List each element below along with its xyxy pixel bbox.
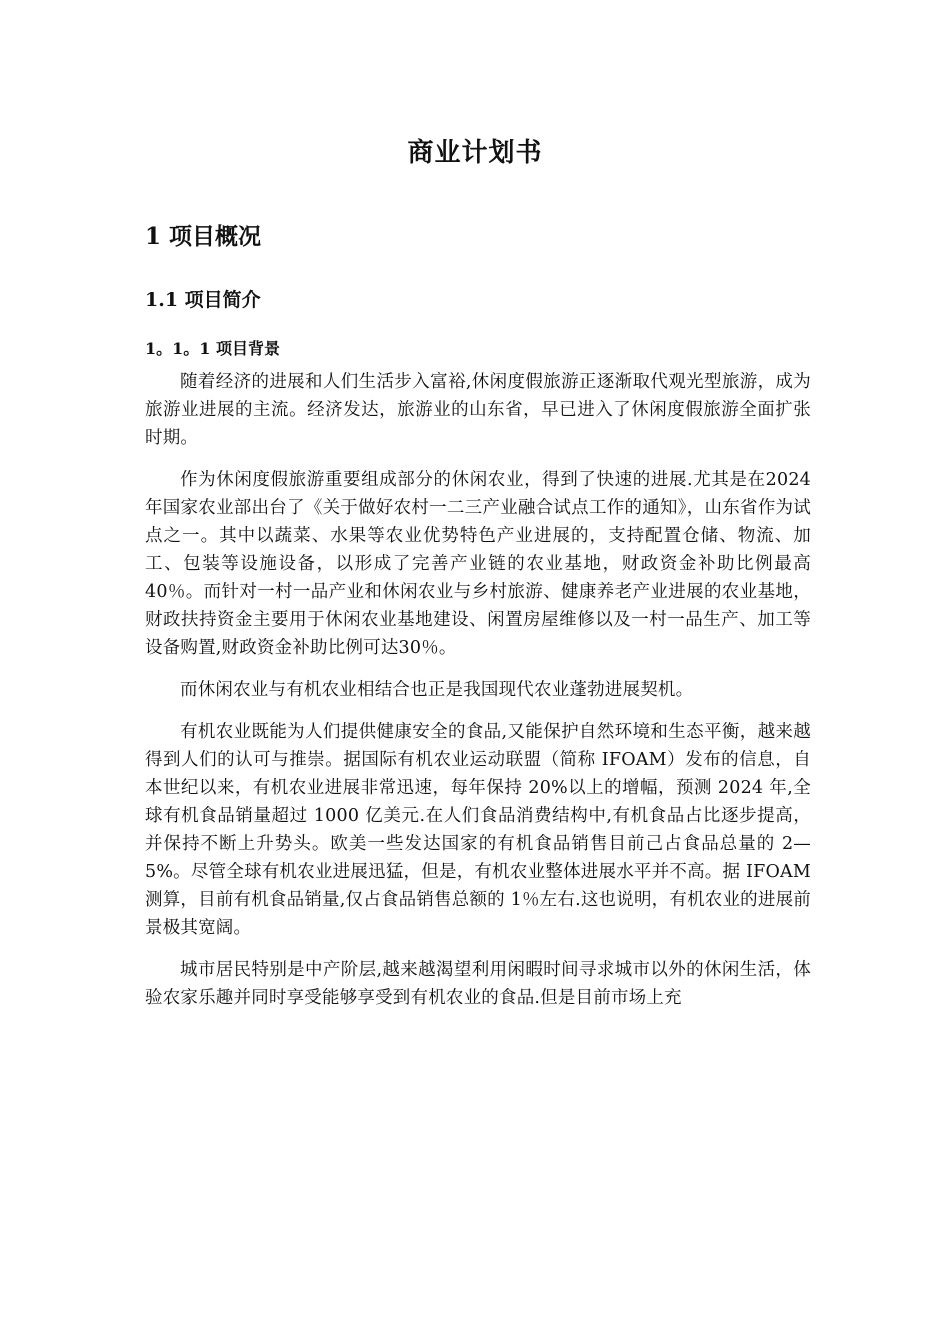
subsection-heading: 1.1 项目简介 [145, 289, 261, 311]
subsubsection-heading: 1。1。1 项目背景 [145, 339, 280, 358]
paragraph: 随着经济的进展和人们生活步入富裕,休闲度假旅游正逐渐取代观光型旅游，成为旅游业进展的主流。经济发达，旅游业的山东省，早已进入了休闲度假旅游全面扩张时期。 [145, 372, 811, 448]
paragraph: 有机农业既能为人们提供健康安全的食品,又能保护自然环境和生态平衡，越来越得到人们的认可与推崇。据国际有机农业运动联盟（简称 IFOAM）发布的信息，自本世纪以来，有机农业进展非常迅速，每年保持 20%以上的增幅，预测 2024 年,全球有机食品销量超过 1000 亿美元.在人们食品消费结构中,有机食品占比逐步提高，并保持不断上升势头。欧美一些发达国家的有机食品销售目前己占食品总量的 2—5%。尽管全球有机农业进展迅猛，但是，有机农业整体进展水平并不高。据 IFOAM 测算，目前有机食品销量,仅占食品销售总额的 1％左右.这也说明，有机农业的进展前景极其宽阔。 [145, 722, 811, 938]
paragraph: 城市居民特别是中产阶层,越来越渴望利用闲暇时间寻求城市以外的休闲生活，体验农家乐趣并同时享受能够享受到有机农业的食品.但是目前市场上充 [145, 960, 811, 1008]
body-text [145, 368, 811, 1026]
section-heading: 1 项目概况 [145, 223, 262, 250]
paragraph: 而休闲农业与有机农业相结合也正是我国现代农业蓬勃进展契机。 [180, 680, 694, 700]
paragraph: 作为休闲度假旅游重要组成部分的休闲农业，得到了快速的进展.尤其是在2024年国家农业部出台了《关于做好农村一二三产业融合试点工作的通知》，山东省作为试点之一。其中以蔬菜、水果等农业优势特色产业进展的，支持配置仓储、物流、加工、包装等设施设备，以形成了完善产业链的农业基地，财政资金补助比例最高 40％。而针对一村一品产业和休闲农业与乡村旅游、健康养老产业进展的农业基地，财政扶持资金主要用于休闲农业基地建设、闲置房屋维修以及一村一品生产、加工等设备购置,财政资金补助比例可达30％。 [145, 470, 811, 658]
document-title: 商业计划书 [407, 138, 543, 168]
